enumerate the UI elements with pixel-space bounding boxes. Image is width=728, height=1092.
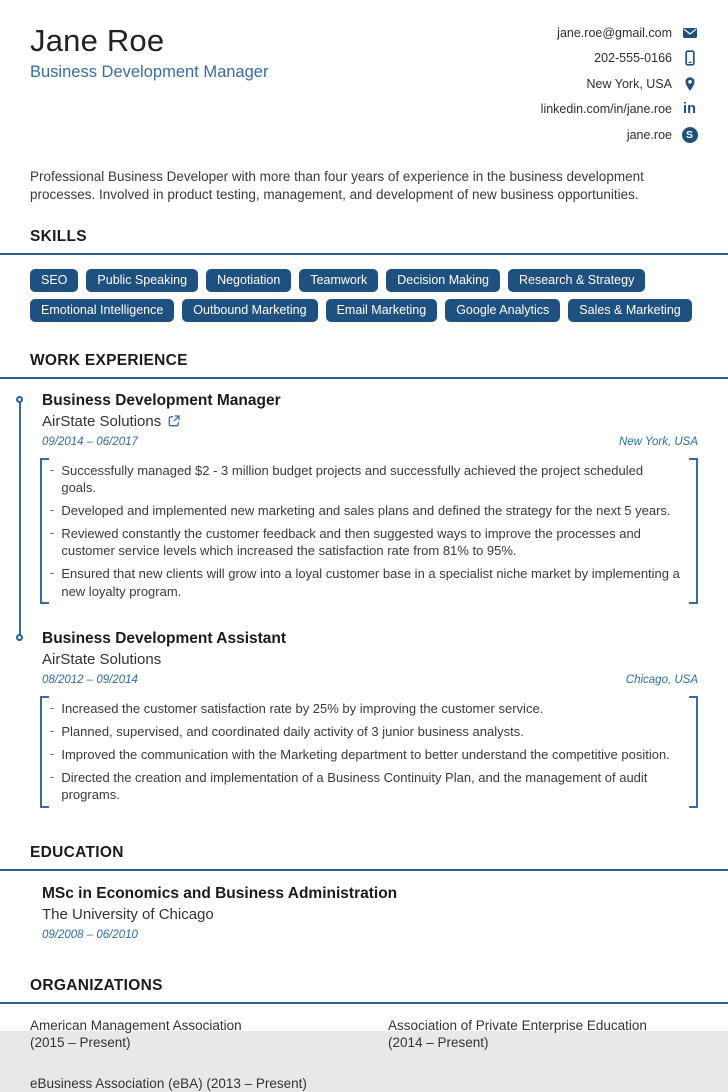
job-title: Business Development Manager xyxy=(42,391,281,409)
job-company: AirState Solutions xyxy=(42,650,162,668)
email-icon xyxy=(681,24,698,41)
organizations-list xyxy=(30,1017,698,1092)
bullet-item xyxy=(50,462,680,496)
contact-linkedin-value: linkedin.com/in/jane.roe xyxy=(540,102,672,116)
skills-heading-rule xyxy=(0,228,728,255)
education-dates: 09/2008 – 06/2010 xyxy=(42,928,138,941)
phone-icon xyxy=(681,50,698,67)
organization-dates: (2015 – Present) xyxy=(30,1035,131,1051)
work-heading: WORK EXPERIENCE xyxy=(30,351,188,369)
job-company-row xyxy=(42,413,698,430)
skill-pill: Research & Strategy xyxy=(508,269,645,292)
bullet-text: Ensured that new clients will grow into a loyal customer base in a specialist niche market by implementing a new loyalty program. xyxy=(61,566,680,599)
organizations-heading: ORGANIZATIONS xyxy=(30,976,163,994)
bullet-text: Improved the communication with the Marketing department to better understand the competitive position. xyxy=(61,747,670,763)
skill-pill: Google Analytics xyxy=(445,299,560,322)
education-heading: EDUCATION xyxy=(30,843,124,861)
organization-item xyxy=(388,1017,698,1052)
contact-skype xyxy=(541,126,698,143)
bullet-item xyxy=(50,700,680,717)
job-meta-row xyxy=(42,436,698,448)
job-entry xyxy=(42,392,698,604)
job-title: Business Development Assistant xyxy=(42,629,287,647)
summary-text: Professional Business Developer with more than four years of experience in the business development processes. Involved in product testing, management, and development of new business opportunities. xyxy=(30,168,644,202)
contact-email xyxy=(541,24,698,41)
education-entry xyxy=(0,885,728,941)
skills-section xyxy=(0,228,728,322)
person-title: Business Development Manager xyxy=(30,63,269,82)
skill-pill: Outbound Marketing xyxy=(182,299,317,322)
contact-linkedin xyxy=(541,101,698,118)
bullet-dash: - xyxy=(50,501,55,517)
organizations-section xyxy=(0,977,728,1092)
education-degree: MSc in Economics and Business Administration xyxy=(42,884,398,902)
skill-pill: Negotiation xyxy=(206,269,291,292)
skill-pill: Teamwork xyxy=(299,269,378,292)
linkedin-icon xyxy=(681,101,698,118)
bullet-text: Successfully managed $2 - 3 million budget projects and successfully achieved the project scheduled goals. xyxy=(61,462,644,495)
skype-icon xyxy=(681,126,698,143)
skill-pill: Emotional Intelligence xyxy=(30,299,174,322)
bullet-dash: - xyxy=(50,769,55,785)
contact-email-value: jane.roe@gmail.com xyxy=(557,25,672,40)
timeline-dot xyxy=(16,634,23,641)
organization-name: Association of Private Enterprise Education xyxy=(388,1017,647,1033)
job-location: New York, USA xyxy=(618,435,698,448)
bullet-dash: - xyxy=(50,525,55,541)
bullet-text: Increased the customer satisfaction rate by 25% by improving the customer service. xyxy=(61,700,544,716)
organization-dates: (2014 – Present) xyxy=(388,1035,489,1051)
job-location: Chicago, USA xyxy=(625,673,698,686)
contact-skype-value: jane.roe xyxy=(626,127,672,142)
contact-phone-value: 202-555-0166 xyxy=(594,51,672,65)
skill-pill: SEO xyxy=(30,269,78,292)
bullet-item xyxy=(50,565,680,599)
bullet-text: Directed the creation and implementation of a Business Continuity Plan, and the management of audit programs. xyxy=(61,770,648,803)
location-icon xyxy=(681,75,698,92)
education-section xyxy=(0,844,728,941)
bullet-item xyxy=(50,746,680,763)
contact-location xyxy=(541,75,698,92)
job-company-row xyxy=(42,651,698,668)
organization-item xyxy=(30,1017,388,1052)
bullet-item xyxy=(50,769,680,803)
person-name: Jane Roe xyxy=(30,23,165,58)
work-timeline xyxy=(0,392,728,808)
job-bullet-list xyxy=(42,458,698,604)
organization-name: American Management Association xyxy=(30,1017,242,1033)
bullet-dash: - xyxy=(50,461,55,477)
education-heading-rule xyxy=(0,844,728,871)
skill-pill: Decision Making xyxy=(386,269,500,292)
education-school: The University of Chicago xyxy=(42,905,214,923)
timeline-line xyxy=(19,399,21,637)
timeline-dot xyxy=(16,396,23,403)
external-link-icon[interactable] xyxy=(168,415,180,427)
job-meta-row xyxy=(42,674,698,686)
job-company: AirState Solutions xyxy=(42,412,162,430)
skill-pill: Public Speaking xyxy=(86,269,198,292)
skill-pill: Email Marketing xyxy=(326,299,438,322)
contact-list xyxy=(541,24,698,152)
bullet-text: Developed and implemented new marketing and sales plans and defined the strategy for the next 5 years. xyxy=(61,502,671,518)
bullet-item xyxy=(50,723,680,740)
job-bullet-list xyxy=(42,696,698,808)
bullet-text: Reviewed constantly the customer feedback and then suggested ways to improve the processes and customer service levels which increased the satisfaction rate from 81% to 95%. xyxy=(61,526,641,559)
work-heading-rule xyxy=(0,352,728,379)
contact-location-value: New York, USA xyxy=(586,76,672,91)
bullet-item xyxy=(50,502,680,519)
skills-pill-list xyxy=(30,269,698,322)
header xyxy=(0,0,728,152)
bullet-item xyxy=(50,525,680,559)
organizations-heading-rule xyxy=(0,977,728,1004)
bullet-dash: - xyxy=(50,746,55,762)
job-dates: 08/2012 – 09/2014 xyxy=(42,673,138,686)
bullet-text: Planned, supervised, and coordinated daily activity of 3 junior business analysts. xyxy=(61,723,524,739)
job-entry xyxy=(42,630,698,808)
job-dates: 09/2014 – 06/2017 xyxy=(42,435,138,448)
organization-item xyxy=(30,1075,388,1092)
organization-name: eBusiness Association (eBA) (2013 – Present) xyxy=(30,1075,307,1091)
bullet-dash: - xyxy=(50,565,55,581)
bullet-dash: - xyxy=(50,722,55,738)
contact-phone xyxy=(541,50,698,67)
bullet-dash: - xyxy=(50,699,55,715)
skills-heading: SKILLS xyxy=(30,227,87,245)
work-section xyxy=(0,352,728,808)
skill-pill: Sales & Marketing xyxy=(568,299,691,322)
identity-block xyxy=(30,24,268,152)
